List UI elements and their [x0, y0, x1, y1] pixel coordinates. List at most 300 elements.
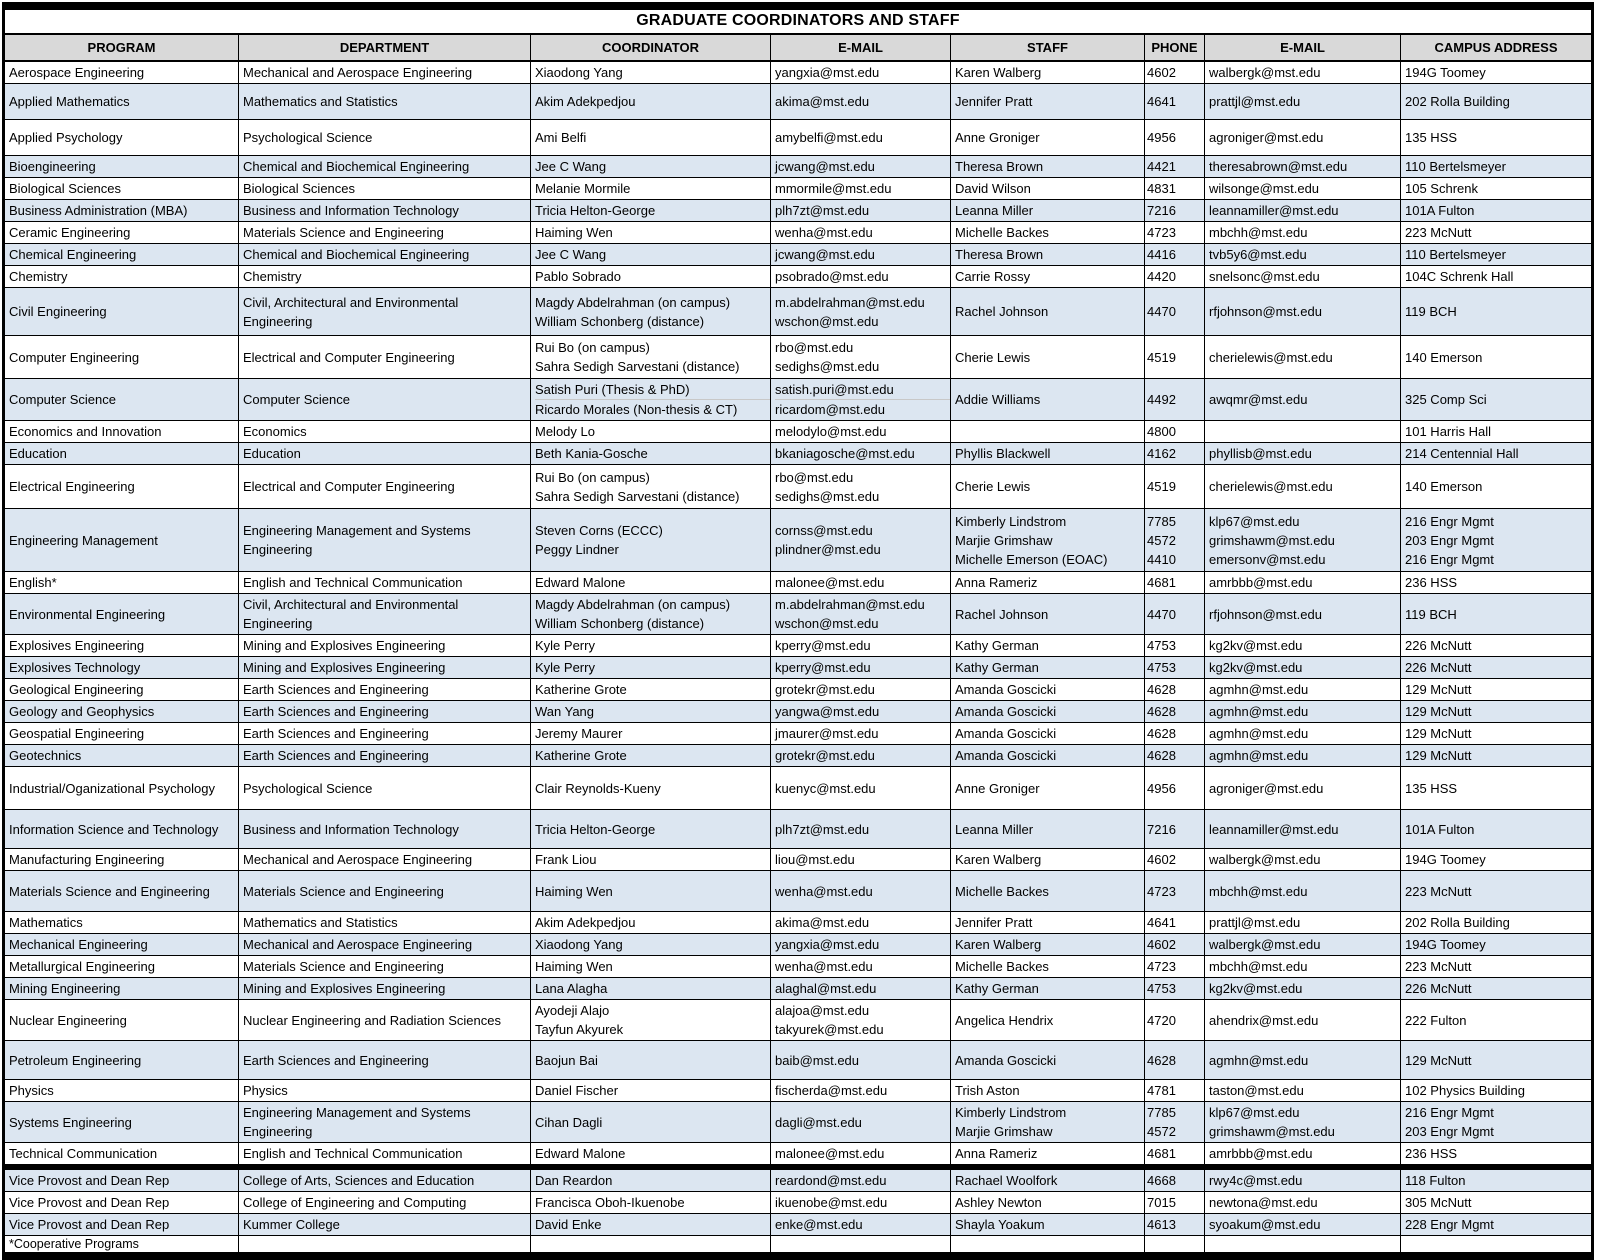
cell-phone [1145, 871, 1205, 911]
cell-program [5, 871, 239, 911]
cell-line: Phyllis Blackwell [955, 446, 1051, 461]
cell-coordinator [531, 156, 771, 177]
cell-phone [1145, 594, 1205, 634]
cell-coordinator [531, 956, 771, 977]
cell-phone [1145, 244, 1205, 265]
cell-line: grimshawm@mst.edu [1209, 532, 1335, 548]
cell-coordinator-email [771, 1080, 951, 1101]
cell-line: Geology and Geophysics [9, 704, 155, 719]
cell-line: Economics and Innovation [9, 424, 162, 439]
cell-line: kperry@mst.edu [775, 660, 871, 675]
cell-line: Kathy German [955, 660, 1039, 675]
cell-coordinator-email [771, 1041, 951, 1079]
cell-coordinator-email [771, 1192, 951, 1213]
table-row [5, 178, 1591, 200]
cell-line: Clair Reynolds-Kueny [535, 780, 661, 796]
table-row [5, 222, 1591, 244]
cell-campus-address [1401, 934, 1591, 955]
cell-line: 203 Engr Mgmt [1405, 532, 1494, 548]
cell-line: Rachel Johnson [955, 606, 1049, 622]
cell-line: Applied Mathematics [9, 94, 130, 109]
cell-line: Rui Bo (on campus) [535, 340, 650, 355]
cell-phone [1145, 1102, 1205, 1142]
cell-line: Chemistry [9, 269, 68, 284]
table-row [5, 1236, 1591, 1253]
cell-line: Jee C Wang [535, 247, 607, 262]
cell-line: grotekr@mst.edu [775, 682, 875, 697]
cell-line: malonee@mst.edu [775, 575, 885, 590]
table-title: GRADUATE COORDINATORS AND STAFF [5, 10, 1591, 35]
cell-line: akima@mst.edu [775, 94, 870, 109]
cell-coordinator-email [771, 1214, 951, 1235]
cell-staff-email [1205, 723, 1401, 744]
cell-line: agmhn@mst.edu [1209, 748, 1309, 763]
cell-program [5, 978, 239, 999]
cell-campus-address [1401, 1214, 1591, 1235]
cell-coordinator [531, 934, 771, 955]
cell-line: 110 Bertelsmeyer [1405, 247, 1506, 262]
cell-department [239, 679, 531, 700]
cell-coordinator [531, 222, 771, 243]
table-row [5, 120, 1591, 156]
table-row [5, 679, 1591, 701]
cell-staff [951, 1170, 1145, 1191]
cell-line: 4641 [1147, 94, 1176, 109]
cell-coordinator [531, 1041, 771, 1079]
cell-line: Materials Science and Engineering [243, 959, 444, 974]
cell-line: Chemical and Biochemical Engineering [243, 159, 470, 174]
table-row [5, 1192, 1591, 1214]
cell-line: 216 Engr Mgmt [1405, 1105, 1494, 1120]
cell-department [239, 379, 531, 420]
cell-department [239, 635, 531, 656]
cell-line: Chemical and Biochemical Engineering [243, 247, 470, 262]
cell-campus-address [1401, 84, 1591, 119]
cell-line: Beth Kania-Gosche [535, 446, 648, 461]
table-row [5, 336, 1591, 379]
cell-staff-email [1205, 244, 1401, 265]
cell-line: Karen Walberg [955, 852, 1042, 867]
cell-line: Electrical and Computer Engineering [243, 479, 455, 494]
cell-staff [951, 120, 1145, 155]
cell-line: Education [243, 446, 301, 461]
cell-coordinator [531, 1214, 771, 1235]
cell-line: Bioengineering [9, 159, 96, 174]
cell-phone [1145, 745, 1205, 766]
cell-line: 4628 [1147, 682, 1176, 697]
cell-line: Kyle Perry [535, 660, 595, 675]
cell-line: Business Administration (MBA) [9, 203, 188, 218]
cell-line: walbergk@mst.edu [1209, 852, 1321, 867]
cell-line: Melanie Mormile [535, 181, 631, 196]
cell-coordinator [531, 120, 771, 155]
cell-staff [951, 1143, 1145, 1164]
cell-campus-address [1401, 1102, 1591, 1142]
cell-staff-email [1205, 222, 1401, 243]
coordinators-table [2, 2, 1594, 1260]
cell-line: 4681 [1147, 575, 1176, 590]
cell-campus-address [1401, 679, 1591, 700]
cell-line: Cihan Dagli [535, 1114, 603, 1130]
cell-phone [1145, 465, 1205, 508]
cell-staff [951, 934, 1145, 955]
cell-coordinator-email [771, 679, 951, 700]
header-staff: STAFF [951, 35, 1145, 60]
cell-department [239, 810, 531, 848]
cell-program [5, 1214, 239, 1235]
cell-line: yangxia@mst.edu [775, 937, 880, 952]
cell-staff [951, 156, 1145, 177]
cell-line: Earth Sciences and Engineering [243, 704, 429, 719]
cell-line: Civil, Architectural and Environmental Engineering [243, 294, 459, 329]
cell-campus-address [1401, 1192, 1591, 1213]
cell-line: 4956 [1147, 780, 1176, 796]
cell-line: emersonv@mst.edu [1209, 551, 1326, 567]
cell-program [5, 1170, 239, 1191]
cell-line: rwy4c@mst.edu [1209, 1173, 1303, 1188]
table-row [5, 1102, 1591, 1143]
cell-line: 140 Emerson [1405, 479, 1483, 494]
cell-program [5, 723, 239, 744]
cell-coordinator [531, 723, 771, 744]
cell-staff [951, 266, 1145, 287]
cell-program [5, 1041, 239, 1079]
cell-coordinator [531, 849, 771, 870]
cell-line: ikuenobe@mst.edu [775, 1195, 888, 1210]
cell-coordinator-email [771, 810, 951, 848]
cell-program [5, 200, 239, 221]
cell-line: 140 Emerson [1405, 349, 1483, 365]
cell-line: plindner@mst.edu [775, 542, 881, 557]
cell-phone [1145, 849, 1205, 870]
cell-department [239, 178, 531, 199]
cell-program [5, 509, 239, 571]
cell-line: yangxia@mst.edu [775, 65, 880, 80]
cell-line: Haiming Wen [535, 225, 613, 240]
cell-department [239, 336, 531, 378]
cell-line: rbo@mst.edu [775, 340, 854, 355]
cell-line: Computer Science [9, 392, 116, 407]
cell-campus-address [1401, 336, 1591, 378]
cell-line: Haiming Wen [535, 959, 613, 974]
table-body [5, 62, 1591, 1253]
cell-program [5, 701, 239, 722]
cell-staff [951, 679, 1145, 700]
cell-line: Engineering Management and Systems Engineering [243, 523, 471, 557]
cell-line: ahendrix@mst.edu [1209, 1012, 1319, 1028]
table-row [5, 635, 1591, 657]
cell-department [239, 871, 531, 911]
cell-staff [951, 443, 1145, 464]
cell-line: 4641 [1147, 915, 1176, 930]
cell-line: 4416 [1147, 247, 1176, 262]
cell-coordinator-email [771, 266, 951, 287]
cell-line: Sahra Sedigh Sarvestani (distance) [535, 488, 740, 504]
cell-program [5, 1000, 239, 1040]
cell-line: phyllisb@mst.edu [1209, 446, 1312, 461]
cell-line: 101A Fulton [1405, 203, 1475, 218]
cell-line: Marjie Grimshaw [955, 1124, 1053, 1139]
cell-line: 216 Engr Mgmt [1405, 551, 1494, 567]
cell-line: agmhn@mst.edu [1209, 1052, 1309, 1068]
cell-line: Anna Rameriz [955, 1146, 1038, 1161]
cell-line: Kimberly Lindstrom [955, 1105, 1067, 1120]
cell-coordinator [531, 200, 771, 221]
cell-department [239, 120, 531, 155]
cell-campus-address [1401, 266, 1591, 287]
cell-line: Kathy German [955, 638, 1039, 653]
cell-line: Business and Information Technology [243, 203, 459, 218]
cell-campus-address [1401, 701, 1591, 722]
cell-line: Aerospace Engineering [9, 65, 145, 80]
table-row [5, 1214, 1591, 1236]
cell-campus-address [1401, 1080, 1591, 1101]
table-row [5, 810, 1591, 849]
cell-line: Applied Psychology [9, 130, 123, 145]
cell-staff-email [1205, 934, 1401, 955]
cell-staff-email [1205, 701, 1401, 722]
cell-staff [951, 1102, 1145, 1142]
cell-line: 236 HSS [1405, 1146, 1458, 1161]
cell-line: bkaniagosche@mst.edu [775, 446, 915, 461]
table-row [5, 701, 1591, 723]
cell-line: 4602 [1147, 937, 1176, 952]
cell-line: Amanda Goscicki [955, 748, 1057, 763]
cell-staff [951, 810, 1145, 848]
cell-program [5, 635, 239, 656]
cell-coordinator-email [771, 635, 951, 656]
cell-line: William Schonberg (distance) [535, 616, 705, 631]
cell-line: 102 Physics Building [1405, 1083, 1525, 1098]
cell-line: agmhn@mst.edu [1209, 682, 1309, 697]
cell-campus-address [1401, 244, 1591, 265]
cell-staff-email [1205, 1000, 1401, 1040]
cell-staff [951, 200, 1145, 221]
cell-line: Electrical Engineering [9, 479, 135, 494]
cell-line: walbergk@mst.edu [1209, 65, 1321, 80]
cell-phone [1145, 934, 1205, 955]
cell-line: kg2kv@mst.edu [1209, 981, 1303, 996]
cell-line: 194G Toomey [1405, 852, 1486, 867]
cell-program [5, 443, 239, 464]
cell-line: 223 McNutt [1405, 225, 1472, 240]
cell-line: Vice Provost and Dean Rep [9, 1217, 170, 1232]
cell-campus-address [1401, 1236, 1591, 1252]
cell-program [5, 244, 239, 265]
cell-phone [1145, 1080, 1205, 1101]
header-program: PROGRAM [5, 35, 239, 60]
cell-department [239, 1236, 531, 1252]
cell-staff-email [1205, 509, 1401, 571]
cell-line: Physics [243, 1083, 288, 1098]
cell-staff [951, 222, 1145, 243]
cell-line: rfjohnson@mst.edu [1209, 304, 1322, 319]
cell-line: wenha@mst.edu [775, 883, 873, 899]
cell-line: wenha@mst.edu [775, 959, 873, 974]
cell-line: Francisca Oboh-Ikuenobe [535, 1195, 685, 1210]
cell-coordinator-email [771, 871, 951, 911]
cell-department [239, 912, 531, 933]
cell-line: 101A Fulton [1405, 821, 1475, 837]
cell-line: 4723 [1147, 959, 1176, 974]
cell-staff-email [1205, 657, 1401, 678]
table-row [5, 657, 1591, 679]
cell-line: Psychological Science [243, 130, 373, 145]
cell-program [5, 912, 239, 933]
cell-line: Ricardo Morales (Non-thesis & CT) [535, 402, 738, 417]
cell-line: 4470 [1147, 304, 1176, 319]
cell-coordinator-email [771, 509, 951, 571]
cell-line: Tricia Helton-George [535, 203, 656, 218]
cell-phone [1145, 84, 1205, 119]
cell-line: 7015 [1147, 1195, 1176, 1210]
table-row [5, 1165, 1591, 1192]
cell-line: 7785 [1147, 1105, 1176, 1120]
cell-line: Jee C Wang [535, 159, 607, 174]
cell-line: agroniger@mst.edu [1209, 780, 1324, 796]
cell-staff-email [1205, 978, 1401, 999]
cell-line: 226 McNutt [1405, 638, 1472, 653]
cell-staff-email [1205, 912, 1401, 933]
cell-campus-address [1401, 849, 1591, 870]
cell-line: satish.puri@mst.edu [775, 380, 950, 400]
cell-line: Haiming Wen [535, 883, 613, 899]
cell-program [5, 1192, 239, 1213]
cell-staff-email [1205, 594, 1401, 634]
cell-coordinator-email [771, 572, 951, 593]
cell-staff [951, 912, 1145, 933]
cell-line: 228 Engr Mgmt [1405, 1217, 1494, 1232]
cell-line: wilsonge@mst.edu [1209, 181, 1320, 196]
cell-coordinator-email [771, 62, 951, 83]
table-row [5, 1000, 1591, 1041]
cell-line: tvb5y6@mst.edu [1209, 247, 1307, 262]
cell-line: Mechanical and Aerospace Engineering [243, 937, 473, 952]
cell-line: leannamiller@mst.edu [1209, 203, 1339, 218]
cell-phone [1145, 810, 1205, 848]
cell-phone [1145, 222, 1205, 243]
cell-department [239, 723, 531, 744]
cell-coordinator-email [771, 443, 951, 464]
cell-department [239, 1170, 531, 1191]
cell-line: 4420 [1147, 269, 1176, 284]
cell-phone [1145, 657, 1205, 678]
cell-line: *Cooperative Programs [9, 1237, 139, 1251]
cell-line: Steven Corns (ECCC) [535, 523, 663, 538]
cell-line: 4519 [1147, 349, 1176, 365]
cell-campus-address [1401, 222, 1591, 243]
cell-coordinator [531, 379, 771, 420]
cell-line: Sahra Sedigh Sarvestani (distance) [535, 359, 740, 374]
cell-campus-address [1401, 572, 1591, 593]
cell-staff-email [1205, 635, 1401, 656]
cell-campus-address [1401, 723, 1591, 744]
cell-line: Materials Science and Engineering [243, 225, 444, 240]
cell-phone [1145, 1214, 1205, 1235]
cell-coordinator-email [771, 465, 951, 508]
cell-line: Kimberly Lindstrom [955, 513, 1067, 529]
cell-department [239, 767, 531, 809]
cell-coordinator [531, 266, 771, 287]
cell-program [5, 679, 239, 700]
cell-line: leannamiller@mst.edu [1209, 821, 1339, 837]
cell-line: 305 McNutt [1405, 1195, 1472, 1210]
cell-line: Karen Walberg [955, 65, 1042, 80]
cell-department [239, 1041, 531, 1079]
cell-line: Marjie Grimshaw [955, 532, 1053, 548]
cell-department [239, 849, 531, 870]
cell-staff [951, 509, 1145, 571]
cell-phone [1145, 509, 1205, 571]
cell-line: Cherie Lewis [955, 349, 1031, 365]
cell-line: taston@mst.edu [1209, 1083, 1304, 1098]
cell-staff [951, 1214, 1145, 1235]
table-row [5, 156, 1591, 178]
cell-coordinator-email [771, 200, 951, 221]
table-row [5, 1143, 1591, 1165]
cell-line: akima@mst.edu [775, 915, 870, 930]
cell-phone [1145, 978, 1205, 999]
cell-staff [951, 1236, 1145, 1252]
cell-phone [1145, 1236, 1205, 1252]
cell-staff-email [1205, 1143, 1401, 1164]
cell-department [239, 84, 531, 119]
cell-line: Engineering Management [9, 532, 158, 548]
cell-staff [951, 701, 1145, 722]
cell-campus-address [1401, 978, 1591, 999]
cell-campus-address [1401, 810, 1591, 848]
table-row [5, 956, 1591, 978]
cell-phone [1145, 679, 1205, 700]
cell-line: Ashley Newton [955, 1195, 1042, 1210]
table-row [5, 244, 1591, 266]
cell-department [239, 594, 531, 634]
cell-line: Mechanical and Aerospace Engineering [243, 852, 473, 867]
cell-line: snelsonc@mst.edu [1209, 269, 1320, 284]
cell-line: Rui Bo (on campus) [535, 469, 650, 485]
cell-line: sedighs@mst.edu [775, 488, 880, 504]
cell-line: Education [9, 446, 67, 461]
cell-line: Technical Communication [9, 1146, 158, 1161]
cell-line: Anne Groniger [955, 130, 1040, 145]
cell-coordinator [531, 244, 771, 265]
cell-line: Angelica Hendrix [955, 1012, 1054, 1028]
cell-staff [951, 657, 1145, 678]
cell-line: liou@mst.edu [775, 852, 855, 867]
cell-line: Baojun Bai [535, 1052, 598, 1068]
header-coordinator: COORDINATOR [531, 35, 771, 60]
cell-line: Metallurgical Engineering [9, 959, 155, 974]
cell-line: kuenyc@mst.edu [775, 780, 876, 796]
cell-phone [1145, 1000, 1205, 1040]
cell-line: Wan Yang [535, 704, 595, 719]
cell-line: College of Arts, Sciences and Education [243, 1173, 475, 1188]
cell-coordinator-email [771, 956, 951, 977]
cell-line: 4753 [1147, 981, 1176, 996]
cell-line: Environmental Engineering [9, 606, 166, 622]
cell-department [239, 572, 531, 593]
cell-line: Anne Groniger [955, 780, 1040, 796]
cell-coordinator-email [771, 288, 951, 335]
cell-phone [1145, 178, 1205, 199]
cell-program [5, 849, 239, 870]
cell-line: cherielewis@mst.edu [1209, 349, 1333, 365]
cell-line: 4681 [1147, 1146, 1176, 1161]
cell-line: prattjl@mst.edu [1209, 915, 1301, 930]
cell-coordinator-email [771, 723, 951, 744]
cell-line: 101 Harris Hall [1405, 424, 1491, 439]
header-row [5, 35, 1591, 62]
